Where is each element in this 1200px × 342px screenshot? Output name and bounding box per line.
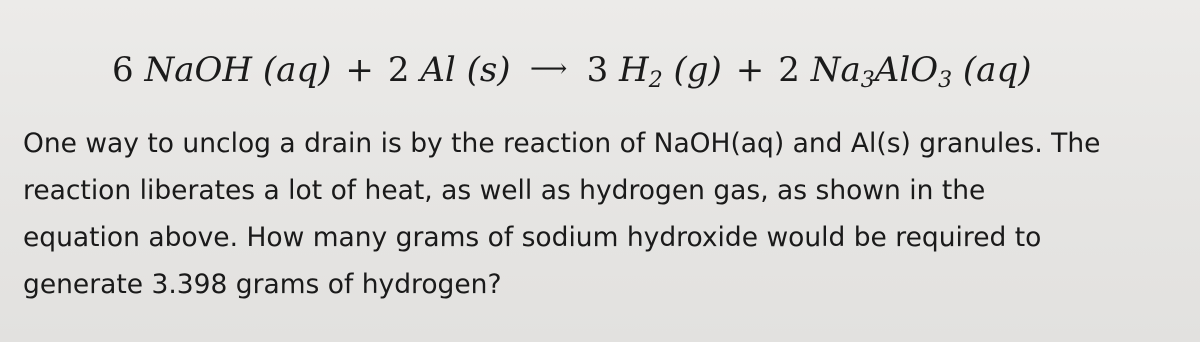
plus-sign: + xyxy=(345,50,374,90)
coefficient-naoh: 6 xyxy=(112,50,134,90)
state-al: (s) xyxy=(466,50,511,90)
coefficient-al: 2 xyxy=(387,50,410,90)
reaction-arrow: ⟶ xyxy=(529,54,568,84)
state-na3alo3: (aq) xyxy=(962,50,1032,90)
coefficient-h2: 3 xyxy=(586,50,609,90)
formula-naoh: NaOH xyxy=(144,50,252,90)
formula-h2: $H_2$ xyxy=(619,50,663,93)
state-h2: (g) xyxy=(673,50,722,90)
state-naoh: (aq) xyxy=(262,50,332,90)
question-line: equation above. How many grams of sodium hydroxide would be required to xyxy=(23,222,1042,253)
chemical-equation xyxy=(112,44,1112,95)
coefficient-na3alo3: 2 xyxy=(778,50,800,90)
question-text xyxy=(23,120,1183,308)
question-line: generate 3.398 grams of hydrogen? xyxy=(23,269,502,300)
plus-sign: + xyxy=(735,50,765,90)
formula-al: Al xyxy=(420,50,456,90)
formula-na3alo3: $Na_3AlO_3$ xyxy=(810,50,953,93)
question-line: reaction liberates a lot of heat, as well as hydrogen gas, as shown in the xyxy=(23,175,986,206)
question-line: One way to unclog a drain is by the reaction of NaOH(aq) and Al(s) granules. The xyxy=(23,128,1101,159)
